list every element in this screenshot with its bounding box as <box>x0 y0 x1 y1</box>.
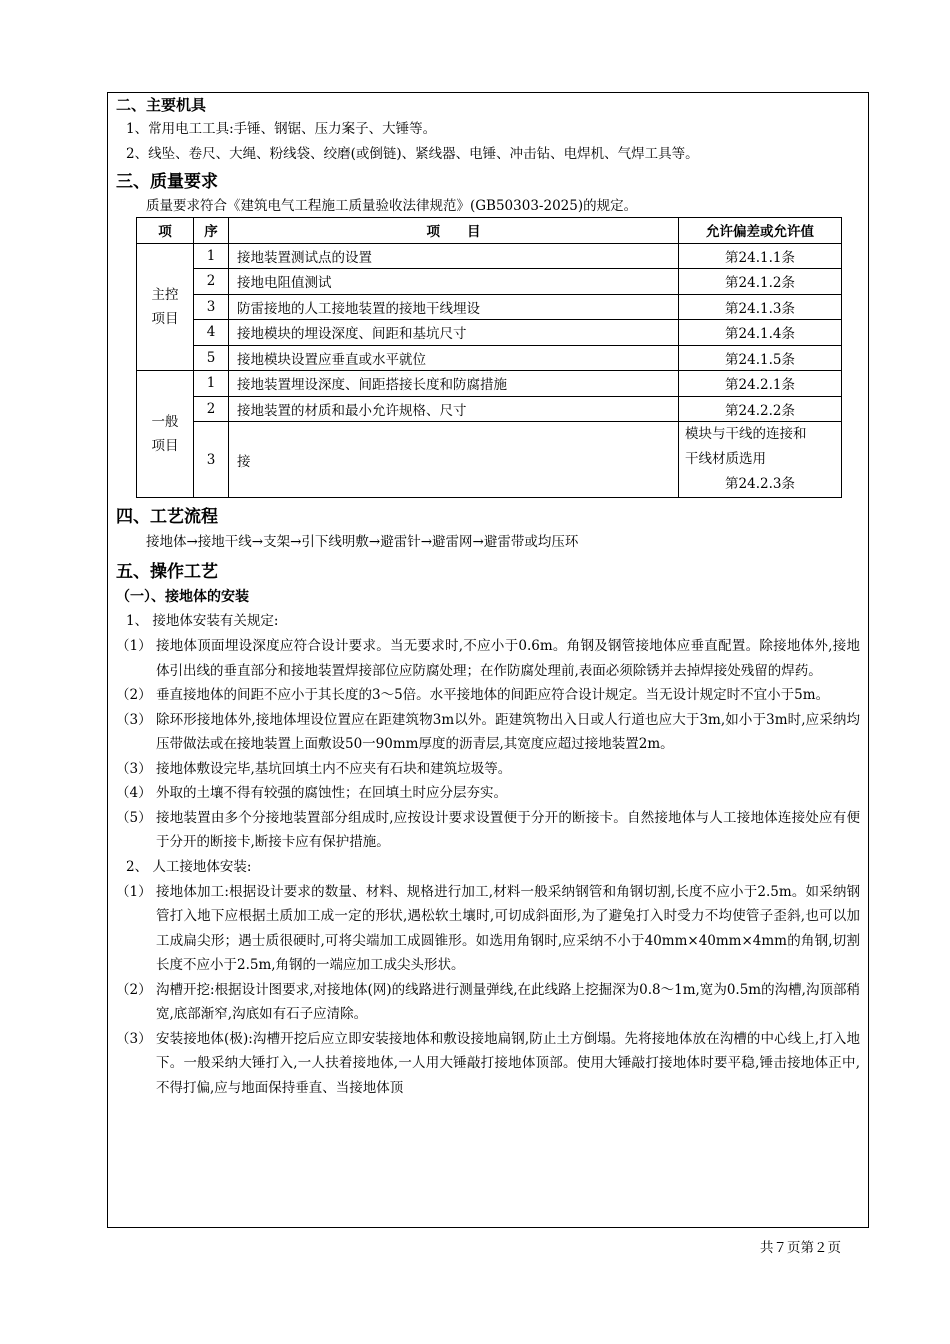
row-no: 5 <box>194 345 229 371</box>
list-item <box>116 806 860 855</box>
row-item: 接地装置埋设深度、间距搭接长度和防腐措施 <box>229 371 679 397</box>
item-number: （3） <box>116 711 152 728</box>
row-value-line: 模块与干线的连接和 <box>685 426 807 442</box>
item-number: （5） <box>116 809 152 826</box>
section4-title: 四、工艺流程 <box>116 507 218 527</box>
item-number: （2） <box>116 981 152 998</box>
item-number: （1） <box>116 883 152 900</box>
header-seq: 序 <box>194 218 229 244</box>
row-value: 第24.1.2条 <box>679 269 842 295</box>
row-no: 3 <box>194 422 229 498</box>
subsection-intro-1: 1、 接地体安装有关规定: <box>126 613 279 629</box>
row-no: 1 <box>194 371 229 397</box>
section5-title: 五、操作工艺 <box>116 562 218 582</box>
group-general: 一般项目 <box>137 371 194 498</box>
row-value-multiline <box>679 422 842 498</box>
section2-item-1: 1、常用电工工具:手锤、钢锯、压力案子、大锤等。 <box>126 121 437 137</box>
table-row <box>137 396 842 422</box>
header-item: 项 目 <box>229 218 679 244</box>
row-value-line: 第24.2.3条 <box>725 476 795 492</box>
item-text: 接地装置由多个分接地装置部分组成时,应按设计要求设置便于分开的断接卡。自然接地体与人工接地体连接处应有便于分开的断接卡,断接卡应有保护措施。 <box>156 809 860 850</box>
header-value: 允许偏差或允许值 <box>679 218 842 244</box>
rules-list <box>116 634 860 855</box>
row-no: 2 <box>194 396 229 422</box>
list-item <box>116 634 860 683</box>
process-flow: 接地体→接地干线→支架→引下线明敷→避雷针→避雷网→避雷带或均压环 <box>146 534 579 550</box>
row-item: 接地装置测试点的设置 <box>229 243 679 269</box>
item-text: 沟槽开挖:根据设计图要求,对接地体(网)的线路进行测量弹线,在此线路上挖掘深为0.8～1m,宽为0.5m的沟槽,沟顶部稍宽,底部渐窄,沟底如有石子应清除。 <box>156 981 860 1022</box>
row-item: 接地装置的材质和最小允许规格、尺寸 <box>229 396 679 422</box>
row-no: 4 <box>194 320 229 346</box>
item-text: 接地体顶面埋设深度应符合设计要求。当无要求时,不应小于0.6m。角钢及钢管接地体应垂直配置。除接地体外,接地体引出线的垂直部分和接地装置焊接部位应防腐处理；在作防腐处理前,表面必须除锈并去掉焊接处残留的焊药。 <box>156 638 860 679</box>
row-no: 1 <box>194 243 229 269</box>
row-no: 2 <box>194 269 229 295</box>
table-row <box>137 371 842 397</box>
item-text: 接地体敷设完毕,基坑回填土内不应夹有石块和建筑垃圾等。 <box>156 760 512 777</box>
document-content <box>116 93 860 1100</box>
quality-table <box>136 217 842 498</box>
list-item <box>116 880 860 978</box>
list-item <box>116 757 860 782</box>
page-number: 共７页第２页 <box>760 1240 841 1256</box>
row-value-line: 干线材质选用 <box>685 451 766 467</box>
row-item: 防雷接地的人工接地装置的接地干线埋设 <box>229 294 679 320</box>
item-number: （1） <box>116 638 152 654</box>
row-value: 第24.1.1条 <box>679 243 842 269</box>
row-no: 3 <box>194 294 229 320</box>
item-text: 垂直接地体的间距不应小于其长度的3～5倍。水平接地体的间距应符合设计规定。当无设计规定时不宜小于5m。 <box>156 687 830 703</box>
table-header-row <box>137 218 842 244</box>
list-item <box>116 708 860 757</box>
item-number: （2） <box>116 687 152 703</box>
section2-title: 二、主要机具 <box>116 96 207 114</box>
row-value: 第24.1.5条 <box>679 345 842 371</box>
header-category: 项 <box>137 218 194 244</box>
list-item <box>116 1027 860 1101</box>
section2-item-2: 2、线坠、卷尺、大绳、粉线袋、绞磨(或倒链)、紧线器、电锤、冲击钻、电焊机、气焊工具等。 <box>126 146 699 162</box>
item-text: 外取的土壤不得有较强的腐蚀性；在回填土时应分层夯实。 <box>156 785 507 801</box>
item-text: 除环形接地体外,接地体埋设位置应在距建筑物3m以外。距建筑物出入日或人行道也应大于3m,如小于3m时,应采纳均压带做法或在接地装置上面敷设50一90mm厚度的沥青层,其宽度应超过接地装置2m。 <box>156 711 860 752</box>
subsection-intro-2: 2、 人工接地体安装: <box>126 858 252 875</box>
steps-list <box>116 880 860 1101</box>
group-main-control: 主控项目 <box>137 243 194 371</box>
item-number: （3） <box>116 1030 152 1047</box>
row-item: 接地电阻值测试 <box>229 269 679 295</box>
section3-title: 三、质量要求 <box>116 172 218 192</box>
table-row <box>137 320 842 346</box>
item-text: 接地体加工:根据设计要求的数量、材料、规格进行加工,材料一般采纳钢管和角钢切割,长度不应小于2.5m。如采纳钢管打入地下应根据土质加工成一定的形状,遇松软土壤时,可切成斜面形,为了避兔打入时受力不均使管子歪斜,也可以加工成扁尖形；遇士质很硬时,可将尖端加工成圆锥形。如选用角钢时,应采纳不小于40mm×40mm×4mm的角钢,切割长度不应小于2.5m,角钢的一端应加工成尖头形状。 <box>156 883 860 973</box>
subsection-title: （一）、接地体的安装 <box>116 589 249 605</box>
row-item: 接地模块设置应垂直或水平就位 <box>229 345 679 371</box>
row-item: 接地模块的埋设深度、间距和基坑尺寸 <box>229 320 679 346</box>
row-value: 第24.2.1条 <box>679 371 842 397</box>
row-value: 第24.1.3条 <box>679 294 842 320</box>
list-item <box>116 978 860 1027</box>
list-item <box>116 683 860 708</box>
item-number: （4） <box>116 785 152 801</box>
section3-intro: 质量要求符合《建筑电气工程施工质量验收法律规范》(GB50303-2025)的规定。 <box>146 198 638 214</box>
table-row <box>137 294 842 320</box>
table-row <box>137 269 842 295</box>
list-item <box>116 781 860 806</box>
table-row <box>137 422 842 498</box>
table-row <box>137 243 842 269</box>
item-text: 安装接地体(极):沟槽开挖后应立即安装接地体和敷设接地扁钢,防止土方倒塌。先将接地体放在沟槽的中心线上,打入地下。一般采纳大锤打入,一人扶着接地体,一人用大锤敲打接地体顶部。使用大锤敲打接地体时要平稳,锤击接地体正中,不得打偏,应与地面保持垂直、当接地体顶 <box>156 1030 860 1096</box>
item-number: （3） <box>116 760 152 777</box>
row-item: 接 <box>229 422 679 498</box>
row-value: 第24.1.4条 <box>679 320 842 346</box>
table-row <box>137 345 842 371</box>
document-frame <box>107 92 869 1228</box>
row-value: 第24.2.2条 <box>679 396 842 422</box>
